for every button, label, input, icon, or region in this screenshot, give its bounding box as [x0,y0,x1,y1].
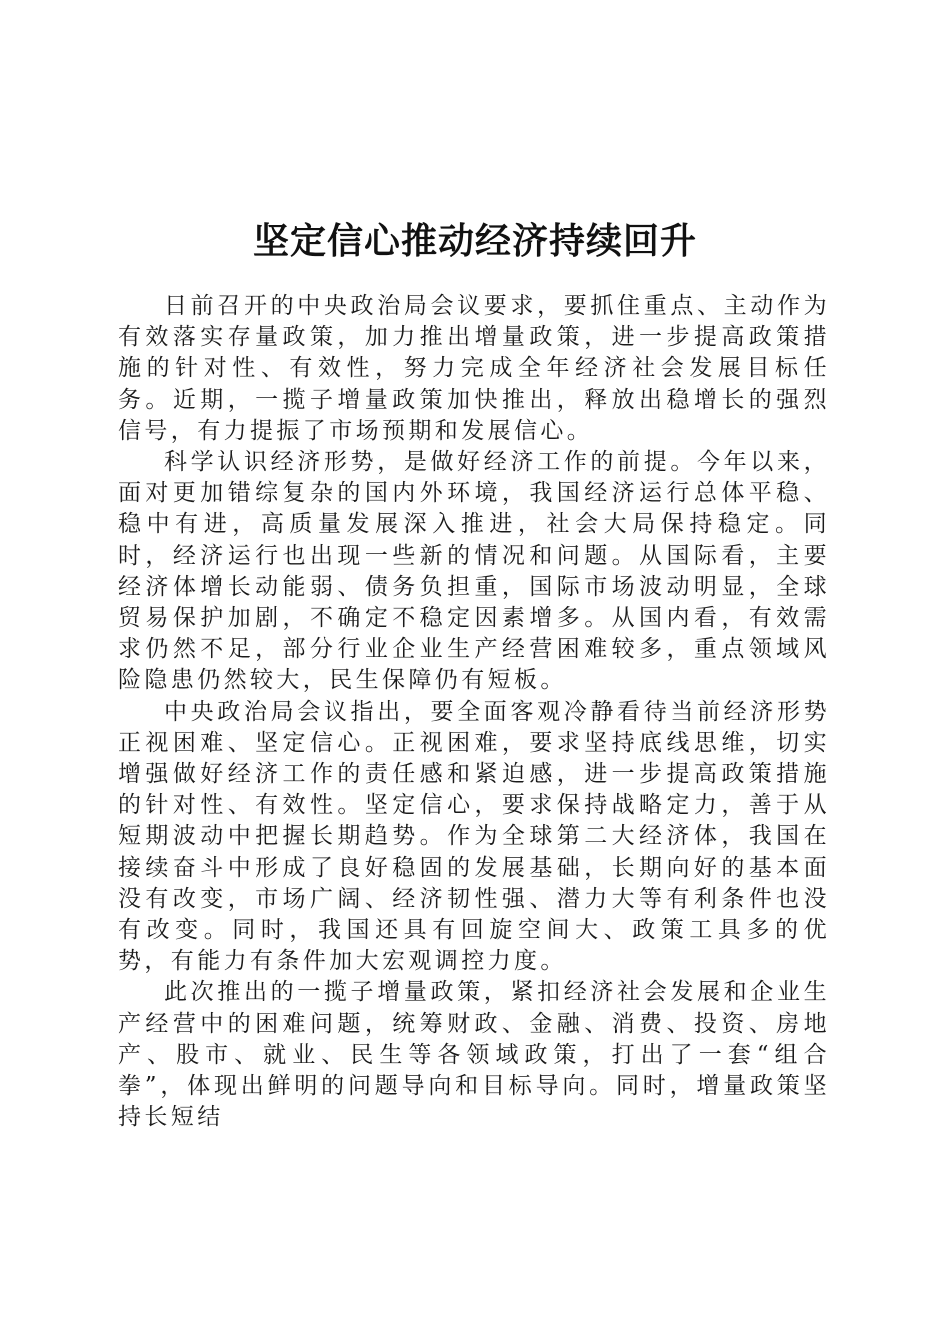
document-body [118,291,830,1133]
paragraph-4: 此次推出的一揽子增量政策，紧扣经济社会发展和企业生产经营中的困难问题，统筹财政、金融、消费、投资、房地产、股市、就业、民生等各领域政策，打出了一套“组合拳”，体现出鲜明的问题导向和目标导向。同时，增量政策坚持长短结 [118,979,830,1131]
paragraph-3: 中央政治局会议指出，要全面客观冷静看待当前经济形势正视困难、坚定信心。正视困难，要求坚持底线思维，切实增强做好经济工作的责任感和紧迫感，进一步提高政策措施的针对性、有效性。坚定信心，要求保持战略定力，善于从短期波动中把握长期趋势。作为全球第二大经济体，我国在接续奋斗中形成了良好稳固的发展基础，长期向好的基本面没有改变，市场广阔、经济韧性强、潜力大等有利条件也没有改变。同时，我国还具有回旋空间大、政策工具多的优势，有能力有条件加大宏观调控力度。 [118,698,830,975]
document-title: 坚定信心推动经济持续回升 [252,220,697,263]
paragraph-1: 日前召开的中央政治局会议要求，要抓住重点、主动作为有效落实存量政策，加力推出增量政策，进一步提高政策措施的针对性、有效性，努力完成全年经济社会发展目标任务。近期，一揽子增量政策加快推出，释放出稳增长的强烈信号，有力提振了市场预期和发展信心。 [118,293,830,444]
paragraph-2: 科学认识经济形势，是做好经济工作的前提。今年以来，面对更加错综复杂的国内外环境，我国经济运行总体平稳、稳中有进，高质量发展深入推进，社会大局保持稳定。同时，经济运行也出现一些新的情况和问题。从国际看，主要经济体增长动能弱、债务负担重，国际市场波动明显，全球贸易保护加剧，不确定不稳定因素增多。从国内看，有效需求仍然不足，部分行业企业生产经营困难较多，重点领域风险隐患仍然较大，民生保障仍有短板。 [118,449,830,694]
